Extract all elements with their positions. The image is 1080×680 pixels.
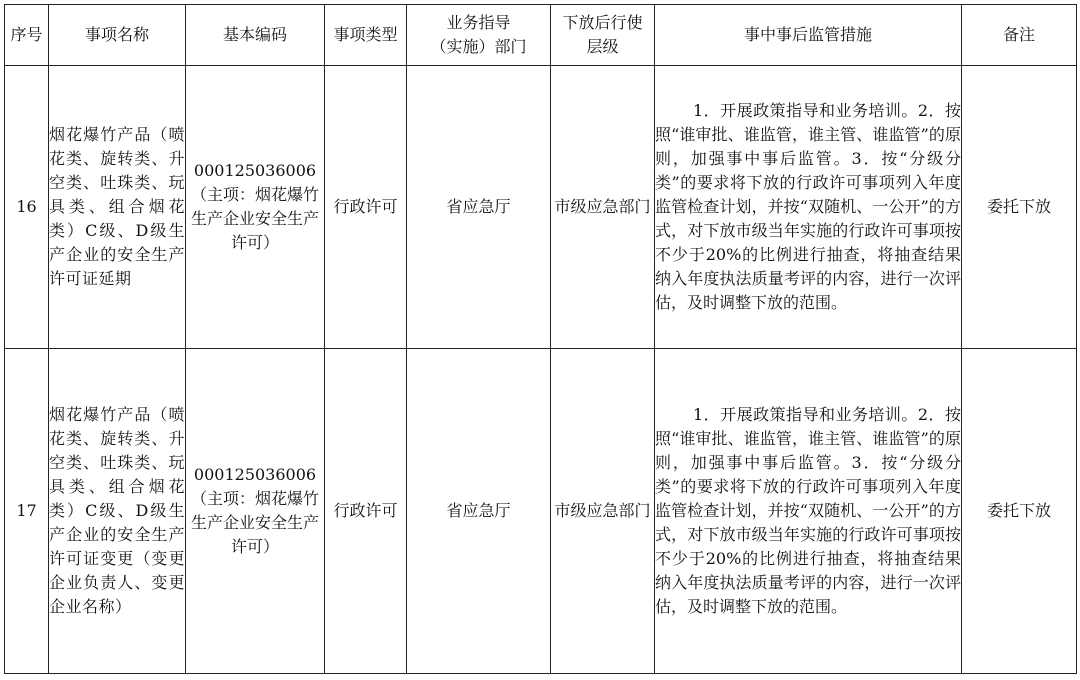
header-dept-line2: （实施）部门 (430, 37, 527, 56)
cell-code (186, 66, 325, 349)
cell-measures (655, 349, 962, 674)
cell-code-desc: （主项：烟花爆竹生产企业安全生产许可） (190, 489, 319, 556)
header-level (551, 5, 655, 66)
header-note: 备注 (962, 5, 1077, 66)
header-dept (407, 5, 551, 66)
cell-type: 行政许可 (325, 349, 407, 674)
cell-code-desc: （主项：烟花爆竹生产企业安全生产许可） (190, 185, 319, 252)
cell-name: 烟花爆竹产品（喷花类、旋转类、升空类、吐珠类、玩具类、组合烟花类）C级、D级生产企业的安全生产许可证延期 (49, 66, 186, 349)
cell-measures-text: 1．开展政策指导和业务培训。2．按照“谁审批、谁监管，谁主管、谁监管”的原则，加强事中事后监管。3．按“分级分类”的要求将下放的行政许可事项列入年度监管检查计划，并按“双随机、一公开”的方式，对下放市级当年实施的行政许可事项按不少于20%的比例进行抽查，将抽查结果纳入年度执法质量考评的内容，进行一次评估，及时调整下放的范围。 (655, 405, 961, 616)
cell-code-number: 000125036006 (193, 465, 317, 484)
cell-measures (655, 66, 962, 349)
header-level-line2: 层级 (586, 37, 619, 56)
cell-seq: 17 (5, 349, 49, 674)
table-row (5, 349, 1077, 674)
cell-type: 行政许可 (325, 66, 407, 349)
header-code: 基本编码 (186, 5, 325, 66)
header-seq: 序号 (5, 5, 49, 66)
cell-dept: 省应急厅 (407, 66, 551, 349)
cell-measures-text: 1．开展政策指导和业务培训。2．按照“谁审批、谁监管，谁主管、谁监管”的原则，加强事中事后监管。3．按“分级分类”的要求将下放的行政许可事项列入年度监管检查计划，并按“双随机、一公开”的方式，对下放市级当年实施的行政许可事项按不少于20%的比例进行抽查，将抽查结果纳入年度执法质量考评的内容，进行一次评估，及时调整下放的范围。 (655, 101, 961, 312)
cell-level: 市级应急部门 (551, 349, 655, 674)
header-name: 事项名称 (49, 5, 186, 66)
cell-seq: 16 (5, 66, 49, 349)
items-table (4, 4, 1077, 674)
table-row (5, 66, 1077, 349)
cell-dept: 省应急厅 (407, 349, 551, 674)
cell-name: 烟花爆竹产品（喷花类、旋转类、升空类、吐珠类、玩具类、组合烟花类）C级、D级生产企业的安全生产许可证变更（变更企业负责人、变更企业名称） (49, 349, 186, 674)
header-dept-line1: 业务指导 (446, 13, 511, 32)
cell-note: 委托下放 (962, 66, 1077, 349)
header-type: 事项类型 (325, 5, 407, 66)
header-row (5, 5, 1077, 66)
header-measures: 事中事后监管措施 (655, 5, 962, 66)
cell-note: 委托下放 (962, 349, 1077, 674)
header-level-line1: 下放后行使 (562, 13, 643, 32)
cell-level: 市级应急部门 (551, 66, 655, 349)
cell-code (186, 349, 325, 674)
cell-code-number: 000125036006 (193, 161, 317, 180)
